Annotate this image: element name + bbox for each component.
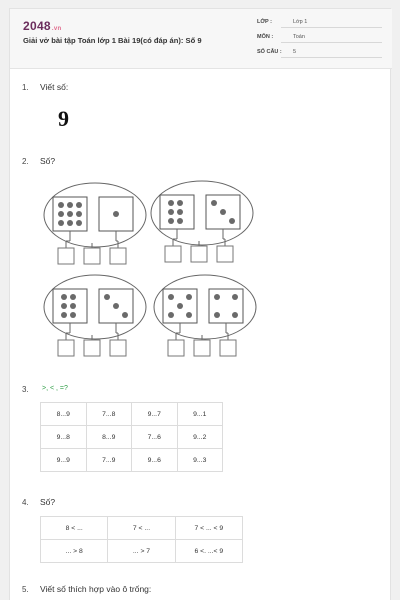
die-pip [220,209,226,215]
die-pip [186,294,192,300]
table-row [41,426,223,449]
table-cell: 9...9 [41,449,87,472]
table-cell: 7...9 [86,449,132,472]
table-row [41,517,243,540]
die-pip [168,312,174,318]
die-pip [168,209,174,215]
answer-box [165,246,181,262]
logo-suffix: .vn [51,26,62,32]
question-1-answer: 9 [58,106,69,131]
die-pip [70,303,76,309]
page-title: Giải vở bài tập Toán lớp 1 Bài 19(có đáp án): Số 9 [23,36,202,45]
table-cell: 9...1 [177,403,223,426]
die-pip [232,312,238,318]
die-pip [76,220,82,226]
answer-box [110,248,126,264]
table-row [41,540,243,563]
table-cell: 9...6 [132,449,178,472]
die-pip [214,312,220,318]
die-pip [211,200,217,206]
meta-label: MÔN : [257,34,274,40]
table-cell: ... > 8 [41,540,108,563]
answer-box [110,340,126,356]
die-pip [177,209,183,215]
die-pip [232,294,238,300]
table-cell: 8...9 [86,426,132,449]
die-pip [61,303,67,309]
die-pip [122,312,128,318]
table-cell: 7 < ... < 9 [175,517,242,540]
die-face [209,289,243,323]
table-cell: 7 < ... [108,517,175,540]
die-pip [177,218,183,224]
question-3-number: 3. [22,385,29,394]
question-2-number: 2. [22,157,29,166]
meta-label: LỚP : [257,19,272,25]
die-pip [58,202,64,208]
question-3-text: >, < , =? [42,385,68,392]
die-pip [168,218,174,224]
answer-box [220,340,236,356]
table-cell: 8...9 [41,403,87,426]
meta-label: SỐ CÂU : [257,49,282,55]
table-cell: ... > 7 [108,540,175,563]
die-pip [61,294,67,300]
die-pip [70,294,76,300]
table-cell: 9...7 [132,403,178,426]
logo-text: 2048 [23,19,51,33]
table-row [41,449,223,472]
table-cell: 9...3 [177,449,223,472]
question-5-text: Viết số thích hợp vào ô trống: [40,584,152,594]
die-pip [61,312,67,318]
answer-box [58,248,74,264]
table-row [41,403,223,426]
table-cell: 9...2 [177,426,223,449]
answer-box [168,340,184,356]
table-cell: 7...8 [86,403,132,426]
question-4-text: Số? [40,497,56,507]
meta-value: 5 [293,49,297,55]
answer-box [191,246,207,262]
die-pip [177,303,183,309]
question-4-number: 4. [22,498,29,507]
answer-box [58,340,74,356]
die-pip [113,303,119,309]
fill-number-table [40,516,243,563]
die-pip [58,211,64,217]
die-pip [104,294,110,300]
table-cell: 9...8 [41,426,87,449]
table-cell: 6 <. ...< 9 [175,540,242,563]
answer-box [217,246,233,262]
question-2-text: Số? [40,156,56,166]
die-pip [58,220,64,226]
die-pip [186,312,192,318]
die-pip [168,294,174,300]
question-1-text: Viết số: [40,82,69,92]
table-cell: 7...6 [132,426,178,449]
die-pip [113,211,119,217]
answer-box [194,340,210,356]
comparison-table [40,402,223,472]
answer-box [84,340,100,356]
die-pip [76,202,82,208]
die-pip [67,211,73,217]
die-pip [67,202,73,208]
answer-box [84,248,100,264]
die-pip [214,294,220,300]
table-cell: 8 < ... [41,517,108,540]
die-pip [177,200,183,206]
question-5-number: 5. [22,585,29,594]
meta-value: Toán [293,34,305,40]
die-pip [229,218,235,224]
die-pip [168,200,174,206]
die-pip [67,220,73,226]
die-pip [70,312,76,318]
die-pip [76,211,82,217]
meta-value: Lớp 1 [293,19,308,25]
question-1-number: 1. [22,83,29,92]
